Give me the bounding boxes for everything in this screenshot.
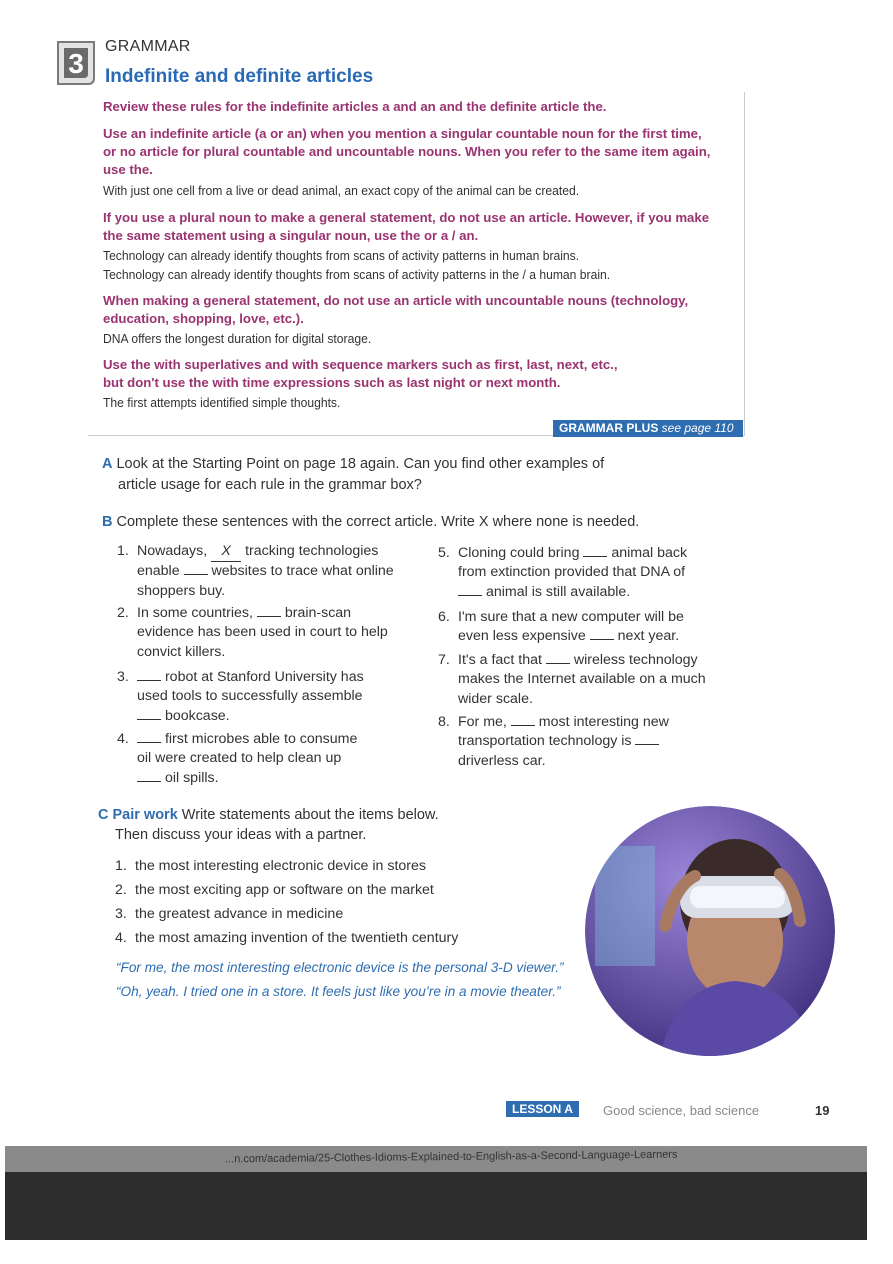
b-item-4 bbox=[117, 730, 358, 788]
task-c-line2: Then discuss your ideas with a partner. bbox=[115, 827, 367, 843]
task-a-line2: article usage for each rule in the grammar box? bbox=[118, 477, 422, 493]
blank-input[interactable] bbox=[137, 769, 161, 782]
task-c bbox=[98, 806, 439, 825]
b-item-4-text: first microbes able to consume bbox=[164, 731, 358, 747]
quote-1: “For me, the most interesting electronic device is the personal 3-D viewer.” bbox=[116, 960, 564, 975]
task-c-line1: Write statements about the items below. bbox=[181, 807, 439, 823]
scan-dark-strip bbox=[5, 1172, 867, 1240]
rule4-line1: Use the with superlatives and with sequence markers such as first, last, next, etc., bbox=[103, 357, 618, 372]
b-item-1-text: websites to trace what online bbox=[211, 563, 394, 580]
b-item-1 bbox=[117, 542, 394, 601]
b-item-8-text: driverless car. bbox=[458, 752, 546, 769]
b-item-1-text: tracking technologies bbox=[245, 543, 379, 559]
c-item-4-text: the most amazing invention of the twentieth century bbox=[135, 930, 459, 946]
lesson-title: Good science, bad science bbox=[603, 1103, 760, 1118]
blank-input[interactable] bbox=[137, 707, 161, 720]
b-item-1-answer[interactable]: X bbox=[211, 542, 241, 562]
rule1-line2: or no article for plural countable and uncountable nouns. When you refer to the same item again, bbox=[103, 144, 711, 159]
b-item-2-text: brain-scan bbox=[284, 605, 352, 621]
b-item-8 bbox=[438, 713, 669, 771]
rule2-example1: Technology can already identify thoughts from scans of activity patterns in human brains. bbox=[103, 248, 580, 263]
rule1-example: With just one cell from a live or dead animal, an exact copy of the animal can be created. bbox=[103, 183, 580, 198]
grammar-intro: Review these rules for the indefinite articles a and an and the definite article the. bbox=[103, 99, 607, 114]
blank-input[interactable] bbox=[546, 651, 570, 664]
task-c-letter: C bbox=[98, 807, 109, 823]
c-item-3-text: the greatest advance in medicine bbox=[135, 906, 344, 922]
b-item-2-text: evidence has been used in court to help bbox=[137, 624, 388, 641]
c-item-1 bbox=[115, 857, 426, 876]
b-item-5-text: from extinction provided that DNA of bbox=[458, 564, 686, 581]
rule3-example: DNA offers the longest duration for digital storage. bbox=[103, 331, 372, 346]
b-item-3-text: robot at Stanford University has bbox=[164, 669, 364, 685]
rule3-line2: education, shopping, love, etc.). bbox=[103, 311, 304, 326]
page-number: 19 bbox=[815, 1103, 830, 1118]
c-item-4 bbox=[115, 929, 459, 948]
task-c-bold: Pair work bbox=[112, 807, 178, 823]
b-item-8-text: transportation technology is bbox=[458, 733, 632, 750]
b-item-7-text: makes the Internet available on a much bbox=[458, 671, 706, 688]
b-item-7-text: wireless technology bbox=[573, 652, 698, 668]
blank-input[interactable] bbox=[184, 562, 208, 575]
section-label: GRAMMAR bbox=[105, 38, 191, 55]
blank-input[interactable] bbox=[590, 627, 614, 640]
b-item-4-text: oil were created to help clean up bbox=[137, 750, 342, 767]
b-item-5-text: animal is still available. bbox=[485, 583, 631, 600]
c-item-2-text: the most exciting app or software on the market bbox=[135, 882, 434, 898]
blank-input[interactable] bbox=[137, 668, 161, 681]
rule1-line3: use the. bbox=[103, 162, 153, 177]
b-item-3-num: 3. bbox=[117, 669, 129, 685]
rule4-example: The first attempts identified simple thoughts. bbox=[103, 395, 341, 410]
b-item-2-text: convict killers. bbox=[137, 643, 226, 660]
b-item-4-text: oil spills. bbox=[164, 769, 219, 786]
b-item-8-text: most interesting new bbox=[538, 714, 669, 730]
grammar-plus-ref: see page 110 bbox=[661, 421, 734, 435]
task-b-instruction: Complete these sentences with the correct article. Write X where none is needed. bbox=[116, 514, 640, 530]
b-item-7-num: 7. bbox=[438, 652, 450, 668]
scan-url-text: ...n.com/academia/25-Clothes-Idioms-Explained-to-English-as-a-Second-Language-Learners bbox=[224, 1148, 678, 1166]
task-a-line1: Look at the Starting Point on page 18 again. Can you find other examples of bbox=[116, 456, 605, 472]
lesson-tag: LESSON A bbox=[506, 1101, 579, 1117]
b-item-8-num: 8. bbox=[438, 714, 450, 730]
c-item-4-num: 4. bbox=[115, 930, 127, 946]
task-b-letter: B bbox=[102, 514, 113, 530]
b-item-2-num: 2. bbox=[117, 605, 129, 621]
section-number: 3 bbox=[68, 48, 84, 79]
rule2-example2: Technology can already identify thoughts from scans of activity patterns in the / a human brain. bbox=[103, 267, 611, 282]
b-item-6-text: next year. bbox=[617, 628, 680, 645]
blank-input[interactable] bbox=[137, 730, 161, 743]
c-item-2 bbox=[115, 881, 434, 900]
grammar-plus-link[interactable] bbox=[553, 420, 743, 437]
blank-input[interactable] bbox=[511, 713, 535, 726]
b-item-5 bbox=[438, 544, 688, 602]
task-a-letter: A bbox=[102, 456, 113, 472]
quote-2: “Oh, yeah. I tried one in a store. It feels just like you’re in a movie theater.” bbox=[116, 984, 561, 999]
b-item-5-text: animal back bbox=[611, 545, 688, 561]
blank-input[interactable] bbox=[257, 604, 281, 617]
b-item-4-num: 4. bbox=[117, 731, 129, 747]
b-item-6 bbox=[438, 608, 684, 647]
blank-input[interactable] bbox=[458, 583, 482, 596]
b-item-5-text: Cloning could bring bbox=[458, 545, 580, 561]
vr-viewer-photo bbox=[585, 806, 835, 1056]
rule1-line1: Use an indefinite article (a or an) when you mention a singular countable noun for the first time, bbox=[103, 126, 702, 141]
blank-input[interactable] bbox=[583, 544, 607, 557]
task-a bbox=[102, 455, 604, 474]
c-item-3 bbox=[115, 905, 344, 924]
b-item-2 bbox=[117, 604, 388, 662]
b-item-3-text: bookcase. bbox=[164, 707, 230, 724]
b-item-3 bbox=[117, 668, 364, 726]
task-b bbox=[102, 513, 639, 532]
b-item-7-text: It's a fact that bbox=[458, 652, 542, 668]
b-item-8-text: For me, bbox=[458, 714, 507, 730]
c-item-1-text: the most interesting electronic device in stores bbox=[135, 858, 426, 874]
grammar-plus-label: GRAMMAR PLUS bbox=[559, 421, 659, 435]
rule2-line2: the same statement using a singular noun, use the or a / an. bbox=[103, 228, 479, 243]
b-item-3-text: used tools to successfully assemble bbox=[137, 688, 363, 705]
c-item-1-num: 1. bbox=[115, 858, 127, 874]
b-item-1-num: 1. bbox=[117, 543, 129, 559]
b-item-6-num: 6. bbox=[438, 609, 450, 625]
page-title: Indefinite and definite articles bbox=[105, 66, 374, 87]
b-item-5-num: 5. bbox=[438, 545, 450, 561]
b-item-7 bbox=[438, 651, 706, 709]
b-item-6-text: I'm sure that a new computer will be bbox=[458, 609, 684, 625]
b-item-6-text: even less expensive bbox=[458, 628, 586, 645]
b-item-1-text: shoppers buy. bbox=[137, 582, 226, 599]
b-item-1-text: enable bbox=[137, 563, 180, 580]
rule4-line2: but don't use the with time expressions such as last night or next month. bbox=[103, 375, 561, 390]
c-item-2-num: 2. bbox=[115, 882, 127, 898]
c-item-3-num: 3. bbox=[115, 906, 127, 922]
rule3-line1: When making a general statement, do not use an article with uncountable nouns (technology, bbox=[103, 293, 689, 308]
section-number-badge bbox=[54, 38, 98, 88]
rule2-line1: If you use a plural noun to make a general statement, do not use an article. However, if you make bbox=[103, 210, 710, 225]
b-item-1-text: Nowadays, bbox=[137, 543, 208, 559]
blank-input[interactable] bbox=[635, 732, 659, 745]
b-item-7-text: wider scale. bbox=[458, 690, 533, 707]
b-item-2-text: In some countries, bbox=[137, 605, 253, 621]
